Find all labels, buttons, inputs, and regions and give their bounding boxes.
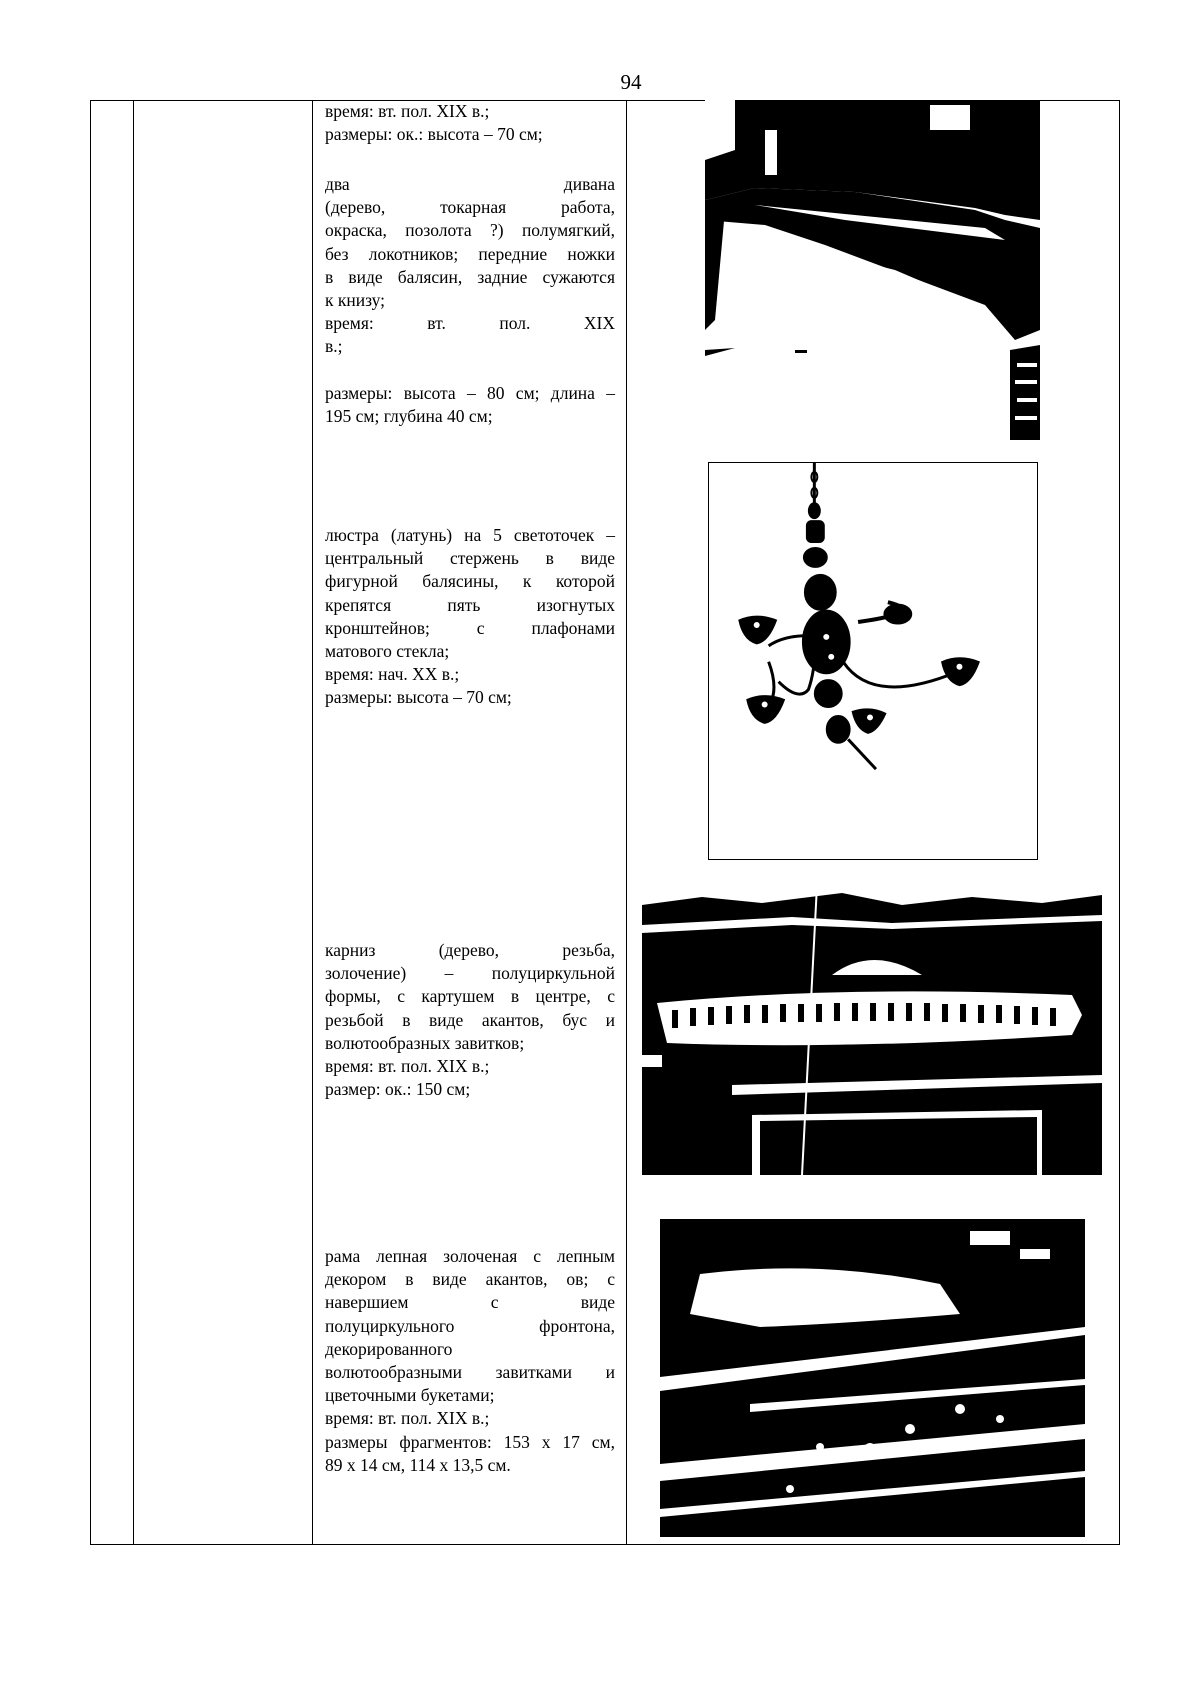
entry-line: 195 см; глубина 40 см; (325, 405, 493, 426)
entry-line: рама лепная золоченая с лепным (325, 1246, 615, 1266)
entry-line: размер: ок.: 150 см; (325, 1079, 471, 1100)
entry-line: время: вт. пол. XIX в.; (325, 101, 490, 121)
entry-line: размеры фрагментов: 153 х 17 см, (325, 1431, 615, 1452)
entry-line: фигурной балясины, к которой (325, 571, 615, 592)
entry-line: люстра (латунь) на 5 светоточек – (325, 525, 615, 545)
entry-line: центральный стержень в виде (325, 548, 615, 569)
page-number: 94 (620, 70, 642, 94)
frame-photo (660, 1219, 1085, 1537)
entry-cornice (325, 939, 615, 1101)
entry-line: размеры: высота – 80 см; длина – (325, 382, 615, 403)
entry-chandelier (325, 524, 615, 710)
entry-line: цветочными букетами; (325, 1385, 495, 1406)
entry-line: без локотников; передние ножки (325, 243, 615, 264)
entry-line: золочение) – полуциркульной (325, 963, 615, 984)
column-divider (626, 101, 627, 1544)
entry-line: в.; (325, 336, 343, 357)
entry-line: размеры: высота – 70 см; (325, 687, 512, 708)
entry-line: волютообразными завитками и (325, 1362, 615, 1383)
entry-line: декорированного (325, 1338, 453, 1359)
entry-line: матового стекла; (325, 641, 450, 662)
entry-line: 89 х 14 см, 114 х 13,5 см. (325, 1454, 511, 1475)
entry-line: размеры: ок.: высота – 70 см; (325, 124, 543, 145)
entry-line: время: нач. XX в.; (325, 664, 460, 685)
entry-sofas (325, 173, 615, 428)
entry-line: к книзу; (325, 290, 386, 311)
entry-line: кронштейнов; с плафонами (325, 617, 615, 638)
entry-line: резьбой в виде акантов, бус и (325, 1009, 615, 1030)
sofa-photo (705, 100, 1040, 440)
entry-line: крепятся пять изогнутых (325, 594, 615, 615)
entry-line: время: вт. пол. XIX (325, 313, 615, 334)
entry-line: волютообразных завитков; (325, 1032, 525, 1053)
entry-line: время: вт. пол. XIX в.; (325, 1056, 490, 1077)
entry-frame (325, 1245, 615, 1477)
chandelier-photo (708, 462, 1038, 860)
entry-line: в виде балясин, задние сужаются (325, 266, 615, 287)
entry-line: декором в виде акантов, ов; с (325, 1269, 615, 1290)
entry-line: навершием с виде (325, 1292, 615, 1313)
cornice-photo (642, 885, 1102, 1175)
column-divider (133, 101, 134, 1544)
entry-line: два дивана (325, 174, 615, 194)
entry-line: окраска, позолота ?) полумягкий, (325, 220, 615, 241)
entry-prev-item (325, 100, 615, 146)
entry-line: время: вт. пол. XIX в.; (325, 1408, 490, 1429)
entry-line: формы, с картушем в центре, с (325, 986, 615, 1007)
entry-line: полуциркульного фронтона, (325, 1315, 615, 1336)
column-divider (312, 101, 313, 1544)
entry-line: карниз (дерево, резьба, (325, 940, 615, 960)
entry-line: (дерево, токарная работа, (325, 197, 615, 218)
